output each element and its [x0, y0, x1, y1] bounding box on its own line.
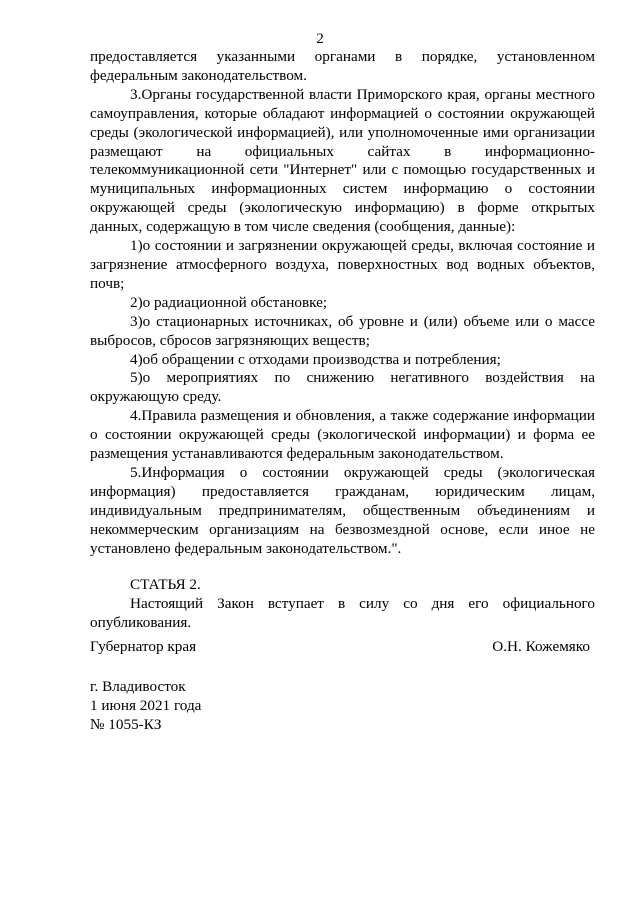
- subitem-1: 1)о состоянии и загрязнении окружающей среды, включая состояние и загрязнение атмосферного воздуха, поверхностных вод водных объектов, почв;: [90, 237, 595, 292]
- paragraph-item-4: 4.Правила размещения и обновления, а также содержание информации о состоянии окружающей среды (экологической информации) и форма ее размещения устанавливаются федеральным законодательством.: [90, 407, 595, 463]
- page-number: 2: [316, 30, 324, 47]
- signatory-name: О.Н. Кожемяко: [492, 638, 590, 655]
- signature-block: [90, 638, 590, 657]
- footer-number: № 1055-КЗ: [90, 715, 162, 733]
- paragraph-item-5: 5.Информация о состоянии окружающей среды (экологическая информация) предоставляется гражданам, юридическим лицам, индивидуальным предпринимателям, общественным объединениям и некоммерческим организациям на безвозмездной основе, если иное не установлено федеральным законодательством.".: [90, 463, 595, 557]
- subitem-2: 2)о радиационной обстановке;: [130, 293, 328, 311]
- subitem-4: 4)об обращении с отходами производства и потребления;: [130, 350, 501, 368]
- paragraph-item-3: 3.Органы государственной власти Приморского края, органы местного самоуправления, которые обладают информацией о состоянии окружающей среды (экологической информацией), или уполномоченные ими организации размещают на официальных сайтах в информационно-телекоммуникационной сети "Интернет" или с помощью государственных и муниципальных информационных систем информацию о состоянии окружающей среды (экологическую информацию) в форме открытых данных, содержащую в том числе сведения (сообщения, данные):: [90, 85, 595, 236]
- signatory-position: Губернатор края: [90, 638, 197, 655]
- document-body: [90, 48, 595, 633]
- article-text: Настоящий Закон вступает в силу со дня его официального опубликования.: [90, 595, 595, 632]
- subitem-3: 3)о стационарных источниках, об уровне и (или) объеме или о массе выбросов, сбросов загрязняющих веществ;: [90, 312, 595, 349]
- document-footer: [90, 678, 390, 735]
- subitem-5: 5)о мероприятиях по снижению негативного воздействия на окружающую среду.: [90, 369, 595, 406]
- paragraph-continuation: предоставляется указанными органами в порядке, установленном федеральным законодательством.: [90, 48, 595, 84]
- footer-date: 1 июня 2021 года: [90, 696, 202, 714]
- article-title: СТАТЬЯ 2.: [130, 576, 201, 594]
- footer-city: г. Владивосток: [90, 678, 186, 695]
